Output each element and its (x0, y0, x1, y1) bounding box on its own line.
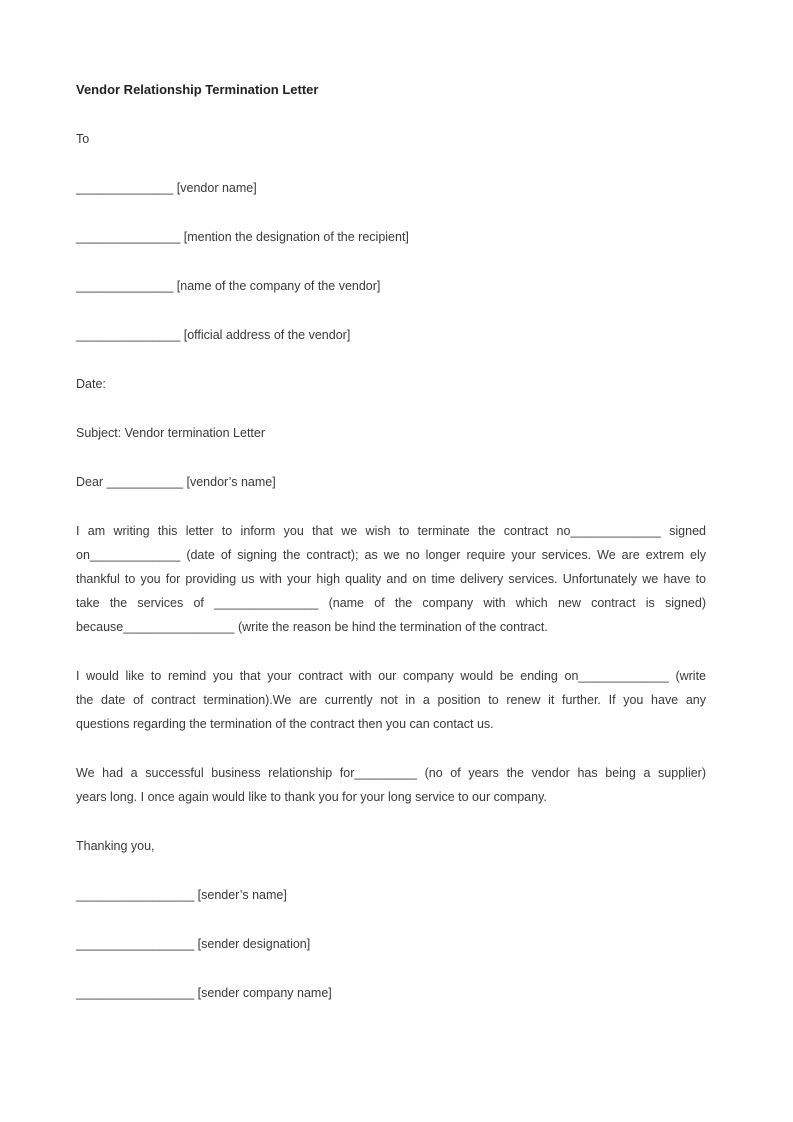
salutation: Dear ___________ [vendor’s name] (76, 475, 276, 489)
recipient-address: _______________ [official address of the vendor] (76, 328, 351, 342)
paragraph-line: I would like to remind you that your contract with our company would be ending on_____________ (write (76, 669, 706, 683)
paragraph-line: because________________ (write the reason be hind the termination of the contract. (76, 620, 548, 634)
paragraph-line: on_____________ (date of signing the contract); as we no longer require your services. We are extrem ely (76, 548, 706, 562)
paragraph-line: take the services of _______________ (name of the company with which new contract is signed) (76, 596, 706, 610)
recipient-company: ______________ [name of the company of the vendor] (76, 279, 381, 293)
subject-line: Subject: Vendor termination Letter (76, 426, 266, 440)
paragraph-thanks (76, 761, 706, 809)
to-label: To (76, 132, 90, 146)
paragraph-contract-end (76, 664, 706, 736)
sender-designation: _________________ [sender designation] (76, 937, 311, 951)
closing: Thanking you, (76, 839, 155, 853)
paragraph-line: questions regarding the termination of the contract then you can contact us. (76, 717, 494, 731)
date-label: Date: (76, 377, 106, 391)
paragraph-line: years long. I once again would like to thank you for your long service to our company. (76, 790, 547, 804)
paragraph-line: thankful to you for providing us with your high quality and on time delivery services. Unfortunately we have to (76, 572, 706, 586)
paragraph-line: I am writing this letter to inform you that we wish to terminate the contract no_____________ signed (76, 524, 706, 538)
sender-name: _________________ [sender’s name] (76, 888, 287, 902)
recipient-designation: _______________ [mention the designation of the recipient] (76, 230, 409, 244)
sender-company: _________________ [sender company name] (76, 986, 332, 1000)
paragraph-line: We had a successful business relationship for_________ (no of years the vendor has being a supplier) (76, 766, 706, 780)
paragraph-line: the date of contract termination).We are currently not in a position to renew it further. If you have any (76, 693, 706, 707)
paragraph-termination-notice (76, 519, 706, 639)
recipient-vendor-name: ______________ [vendor name] (76, 181, 257, 195)
letter-title: Vendor Relationship Termination Letter (76, 82, 319, 97)
